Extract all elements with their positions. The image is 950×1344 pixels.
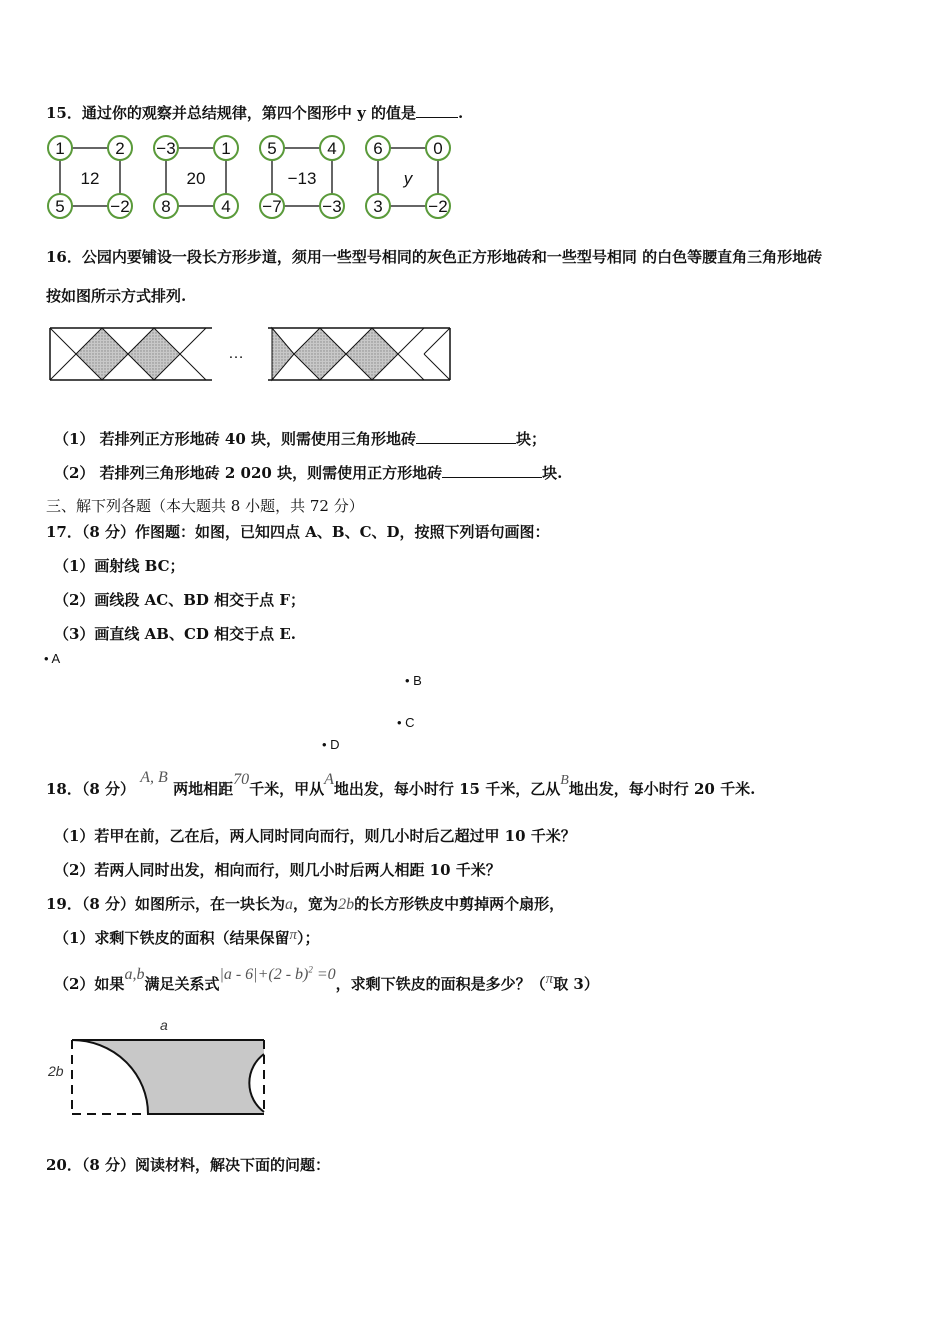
remaining-sheet-area	[72, 1040, 264, 1114]
point-d: • D	[322, 737, 340, 752]
q15-answer-blank[interactable]	[416, 103, 458, 118]
gray-square-tile	[272, 328, 294, 380]
gray-square-tile	[346, 328, 398, 380]
q16-tile-figure	[44, 320, 456, 386]
corner-number: 4	[327, 139, 337, 158]
q15-text: 15．通过你的观察并总结规律，第四个图形中 y 的值是 .	[46, 104, 464, 122]
corner-number: −7	[262, 197, 282, 216]
corner-number: 1	[221, 139, 231, 158]
corner-number: 2	[115, 139, 125, 158]
corner-number: −2	[110, 197, 130, 216]
tile-ellipsis: …	[228, 345, 244, 362]
q17-step2: （2）画线段 AC、BD 相交于点 F；	[54, 591, 306, 609]
q17-text: 17．（8 分）作图题：如图，已知四点 A、B、C、D，按照下列语句画图：	[46, 523, 550, 541]
q20-text: 20．（8 分）阅读材料，解决下面的问题：	[46, 1156, 331, 1174]
gray-square-tile	[128, 328, 180, 380]
q18-text: 18．（8 分） A, B 两地相距70千米，甲从A地出发，每小时行 15 千米，乙从B地出发，每小时行 20 千米.	[46, 769, 756, 798]
q19-sub2: （2）如果a,b满足关系式|a - 6|+(2 - b)$^2$ =0，求剩下铁皮的面积是多少？（π取 3）	[54, 964, 599, 993]
corner-number: 0	[433, 139, 443, 158]
corner-number: 5	[55, 197, 65, 216]
q19-sheet-figure	[44, 1014, 276, 1120]
corner-number: 4	[221, 197, 231, 216]
fig-label-a: a	[160, 1017, 168, 1033]
q18-sub1: （1）若甲在前，乙在后，两人同时同向而行，则几小时后乙超过甲 10 千米？	[54, 827, 576, 845]
q17-step1: （1）画射线 BC；	[54, 557, 185, 575]
corner-number: −3	[156, 139, 176, 158]
center-number: y	[403, 169, 413, 188]
corner-number: −2	[428, 197, 448, 216]
q18-sub2: （2）若两人同时出发，相向而行，则几小时后两人相距 10 千米？	[54, 861, 501, 879]
pattern-figure	[366, 136, 450, 218]
tile-strip-left	[50, 328, 212, 380]
q16-line1: 16．公园内要铺设一段长方形步道，须用一些型号相同的灰色正方形地砖和一些型号相同 的白色等腰直角三角形地砖	[46, 248, 823, 266]
fig-label-2b: 2b	[48, 1063, 64, 1079]
q16-sub1-blank[interactable]	[416, 429, 516, 444]
center-number: 12	[80, 169, 100, 188]
tile-strip-right	[268, 328, 450, 380]
point-b: • B	[405, 673, 422, 688]
point-c: • C	[397, 715, 415, 730]
corner-number: −3	[322, 197, 342, 216]
corner-number: 6	[373, 139, 383, 158]
q19-text: 19．（8 分）如图所示，在一块长为a，宽为2b的长方形铁皮中剪掉两个扇形，	[46, 895, 565, 913]
pattern-figure	[154, 136, 238, 218]
q15-figures	[42, 132, 470, 228]
q17-step3: （3）画直线 AB、CD 相交于点 E.	[54, 625, 297, 643]
pattern-figure	[260, 136, 344, 218]
pattern-figure	[48, 136, 132, 218]
center-number: −13	[287, 169, 317, 188]
q19-sub1: （1）求剩下铁皮的面积（结果保留π）；	[54, 927, 320, 947]
q16-sub2: （2） 若排列三角形地砖 2 020 块，则需使用正方形地砖 块.	[54, 464, 563, 482]
q16-sub1: （1） 若排列正方形地砖 40 块，则需使用三角形地砖 块；	[54, 430, 546, 448]
corner-number: 3	[373, 197, 383, 216]
q16-sub2-blank[interactable]	[442, 463, 542, 478]
corner-number: 8	[161, 197, 171, 216]
q16-line2: 按如图所示方式排列.	[46, 287, 187, 305]
section-3-heading: 三、解下列各题（本大题共 8 小题，共 72 分）	[46, 497, 364, 515]
point-a: • A	[44, 651, 61, 666]
center-number: 20	[186, 169, 206, 188]
gray-square-tile	[294, 328, 346, 380]
corner-number: 5	[267, 139, 277, 158]
gray-square-tile	[76, 328, 128, 380]
corner-number: 1	[55, 139, 65, 158]
